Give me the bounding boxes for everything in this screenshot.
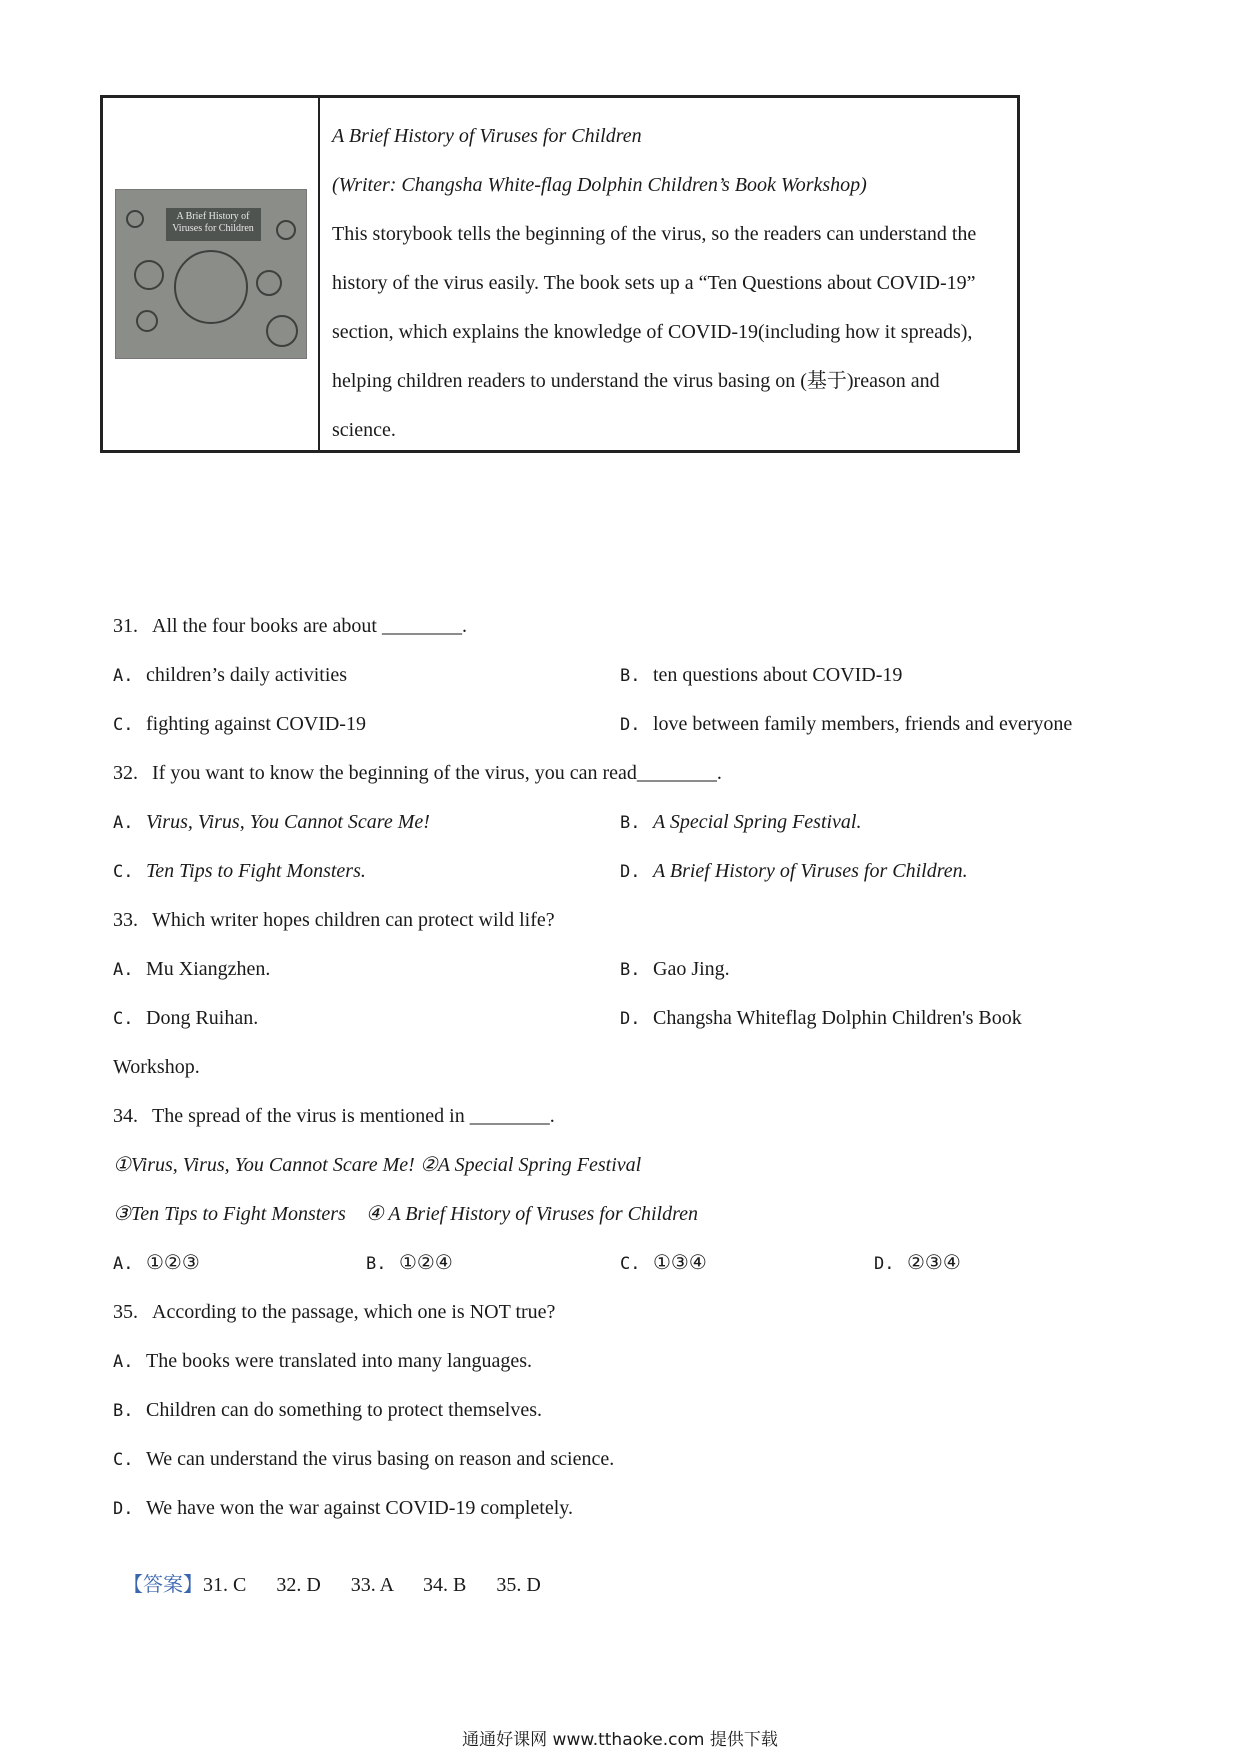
- book-text-cell: [320, 98, 1017, 450]
- question-35-option-a: A. The books were translated into many languages.: [113, 1350, 532, 1372]
- question-32-stem: 32. If you want to know the beginning of the virus, you can read________.: [113, 762, 722, 784]
- page-footer: 通通好课网 www.tthaoke.com 提供下载: [462, 1730, 778, 1750]
- question-33-option-d: D. Changsha Whiteflag Dolphin Children's Book: [620, 1007, 1022, 1029]
- question-34-list-line-1: ①Virus, Virus, You Cannot Scare Me! ②A Special Spring Festival: [113, 1154, 642, 1176]
- question-33-option-a: A. Mu Xiangzhen.: [113, 958, 271, 980]
- answer-label: 【答案】: [123, 1574, 203, 1596]
- book-cover-title: A Brief History of Viruses for Children: [166, 208, 261, 241]
- question-35-option-d: D. We have won the war against COVID-19 completely.: [113, 1497, 573, 1519]
- book-title: A Brief History of Viruses for Children: [332, 125, 642, 147]
- book-cover-image: [115, 189, 307, 359]
- question-32-option-c: C. Ten Tips to Fight Monsters.: [113, 860, 366, 882]
- question-31-option-b: B. ten questions about COVID-19: [620, 664, 903, 686]
- question-33-option-d-continued: Workshop.: [113, 1056, 200, 1078]
- book-description: This storybook tells the beginning of the virus, so the readers can understand the history of the virus easily. The book sets up a “Ten Questions about COVID-19” section, which explains the knowledge of COVID-19(including how it spreads), helping children readers to understand the virus basing on (基于)reason and science.: [332, 223, 977, 441]
- question-34-option-c: C. ①③④: [620, 1252, 707, 1274]
- question-34-stem: 34. The spread of the virus is mentioned in ________.: [113, 1105, 555, 1127]
- question-34-option-d: D. ②③④: [874, 1252, 961, 1274]
- question-31-option-a: A. children’s daily activities: [113, 664, 348, 686]
- answer-line: [113, 1543, 541, 1599]
- question-31-stem: 31. All the four books are about ________.: [113, 615, 467, 637]
- question-34-option-b: B. ①②④: [366, 1252, 453, 1274]
- question-34-option-a: A. ①②③: [113, 1252, 200, 1274]
- answer-text: 31. C 32. D 33. A 34. B 35. D: [203, 1574, 541, 1596]
- question-35-option-b: B. Children can do something to protect themselves.: [113, 1399, 543, 1421]
- question-34-list-line-2: ③Ten Tips to Fight Monsters ④ A Brief History of Viruses for Children: [113, 1203, 698, 1225]
- question-32-option-b: B. A Special Spring Festival.: [620, 811, 862, 833]
- question-33-stem: 33. Which writer hopes children can protect wild life?: [113, 909, 555, 931]
- question-35-stem: 35. According to the passage, which one is NOT true?: [113, 1301, 556, 1323]
- book-writer: (Writer: Changsha White-flag Dolphin Children’s Book Workshop): [332, 174, 867, 196]
- question-31-option-c: C. fighting against COVID-19: [113, 713, 366, 735]
- question-33-option-c: C. Dong Ruihan.: [113, 1007, 259, 1029]
- question-32-option-d: D. A Brief History of Viruses for Children.: [620, 860, 968, 882]
- question-35-option-c: C. We can understand the virus basing on reason and science.: [113, 1448, 615, 1470]
- book-info-table: [100, 95, 1020, 453]
- question-33-option-b: B. Gao Jing.: [620, 958, 730, 980]
- question-32-option-a: A. Virus, Virus, You Cannot Scare Me!: [113, 811, 430, 833]
- book-cover-cell: [103, 98, 320, 450]
- question-31-option-d: D. love between family members, friends and everyone: [620, 713, 1073, 735]
